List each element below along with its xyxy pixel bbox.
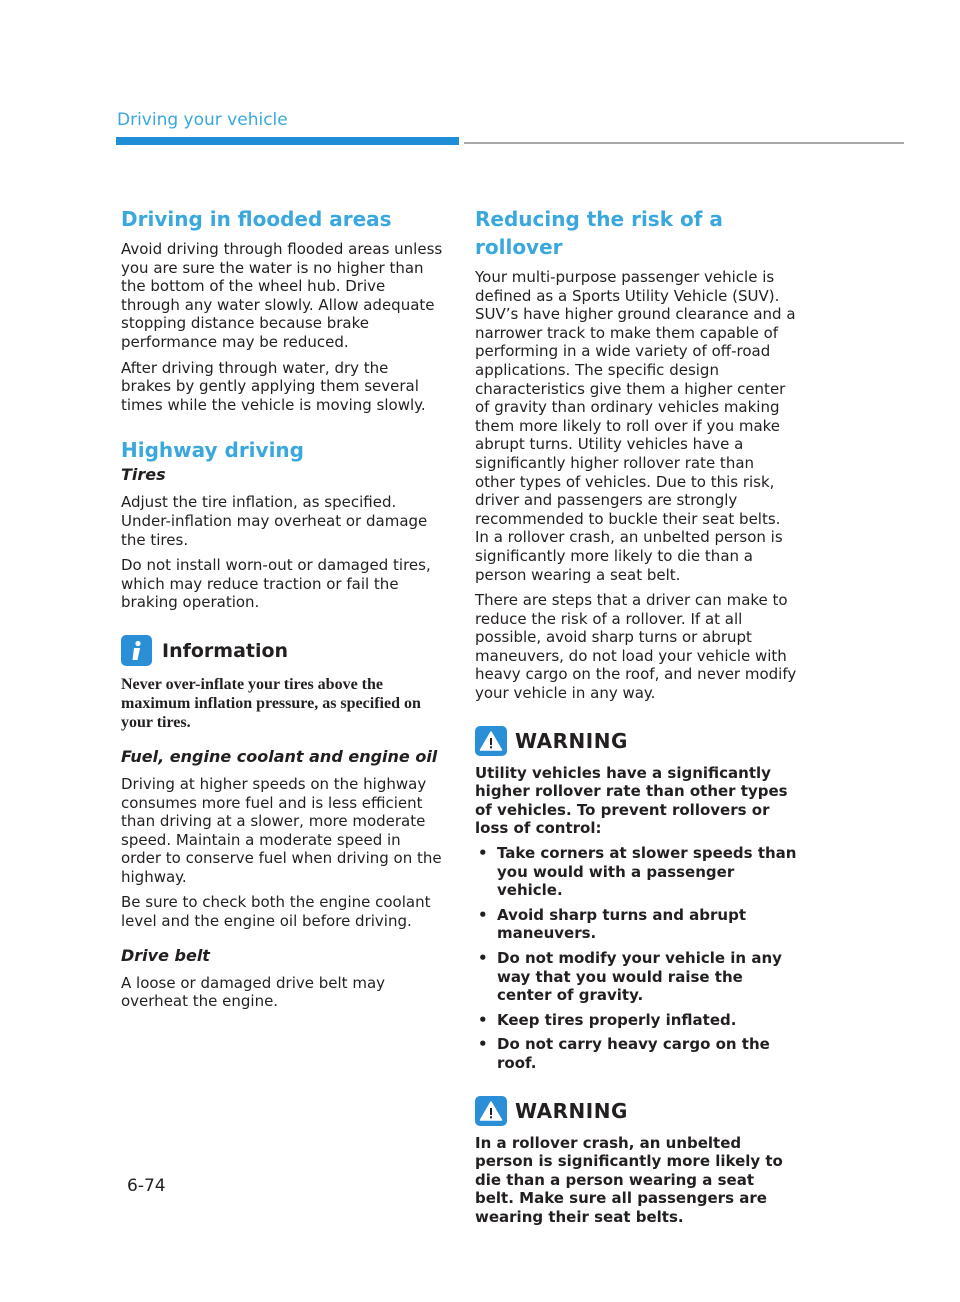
tires-paragraph-2: Do not install worn-out or damaged tires, which may reduce traction or fail the braking operation. (121, 556, 431, 612)
warning-box-1-header (475, 725, 797, 757)
tires-paragraph-1: Adjust the tire inflation, as specified. Under-inflation may overheat or damage the tires. (121, 493, 428, 549)
fuel-coolant-oil-subheading: Fuel, engine coolant and engine oil (121, 746, 438, 766)
warning-icon (475, 1096, 507, 1126)
warning-1-list-item: • Do not carry heavy cargo on the roof. (475, 1035, 797, 1072)
header-bar-accent (116, 137, 459, 145)
information-text: Never over-inflate your tires above the maximum inflation pressure, as specified on your tires. (121, 675, 421, 731)
right-column (475, 205, 797, 1227)
highway-driving-heading: Highway driving (121, 438, 304, 463)
warning-1-title: WARNING (515, 728, 628, 753)
warning-1-list-item: • Keep tires properly inflated. (475, 1011, 797, 1030)
page-number: 6-74 (127, 1176, 166, 1196)
section-header-title: Driving your vehicle (117, 110, 288, 130)
drive-belt-subheading: Drive belt (121, 945, 210, 965)
rollover-paragraph-2: There are steps that a driver can make to reduce the risk of a rollover. If at all possible, avoid sharp turns or abrupt maneuvers, do not load your vehicle with heavy cargo on the roof, and never modify your vehicle in any way. (475, 591, 797, 703)
warning-2-title: WARNING (515, 1098, 628, 1123)
fuel-paragraph-2: Be sure to check both the engine coolant level and the engine oil before driving. (121, 893, 431, 931)
fuel-paragraph-1: Driving at higher speeds on the highway consumes more fuel and is less efficient than driving at a slower, more moderate speed. Maintain a moderate speed in order to conserve fuel when driving on the highway. (121, 774, 442, 886)
warning-2-text: In a rollover crash, an unbelted person is significantly more likely to die than a person wearing a seat belt. Make sure all passengers are wearing their seat belts. (475, 1133, 783, 1226)
drive-belt-paragraph: A loose or damaged drive belt may overheat the engine. (121, 973, 386, 1011)
flooded-areas-heading: Driving in flooded areas (121, 207, 392, 231)
information-box-header (121, 634, 443, 668)
warning-box-2-header (475, 1095, 797, 1127)
warning-1-intro: Utility vehicles have a significantly higher rollover rate than other types of vehicles. To prevent rollovers or loss of control: (475, 763, 788, 838)
rollover-paragraph-1: Your multi-purpose passenger vehicle is defined as a Sports Utility Vehicle (SUV). SUV’s have higher ground clearance and a narrower track to make them capable of performing in a wide variety of off-road applications. The specific design characteristics give them a higher center of gravity than ordinary vehicles making them more likely to roll over if you make abrupt turns. Utility vehicles have a significantly higher rollover rate than other types of vehicles. Due to this risk, driver and passengers are strongly recommended to buckle their seat belts. In a rollover crash, an unbelted person is significantly more likely to die than a person wearing a seat belt. (475, 268, 796, 584)
information-title: Information (162, 639, 289, 662)
tires-subheading: Tires (121, 465, 166, 485)
warning-1-list-item: • Do not modify your vehicle in any way that you would raise the center of gravity. (475, 949, 797, 1005)
warning-1-list (475, 844, 797, 1073)
warning-icon (475, 726, 507, 756)
information-icon (121, 635, 152, 666)
left-column (121, 205, 443, 1011)
warning-1-list-item: • Avoid sharp turns and abrupt maneuvers. (475, 906, 797, 943)
header-bar-rule (464, 142, 904, 144)
flooded-areas-paragraph-1: Avoid driving through flooded areas unless you are sure the water is no higher than the bottom of the wheel hub. Drive through any water slowly. Allow adequate stopping distance because brake performance may be reduced. (121, 240, 443, 351)
rollover-heading: Reducing the risk of a rollover (475, 207, 723, 259)
warning-1-list-item: • Take corners at slower speeds than you would with a passenger vehicle. (475, 844, 797, 900)
flooded-areas-paragraph-2: After driving through water, dry the brakes by gently applying them several times while the vehicle is moving slowly. (121, 358, 426, 414)
